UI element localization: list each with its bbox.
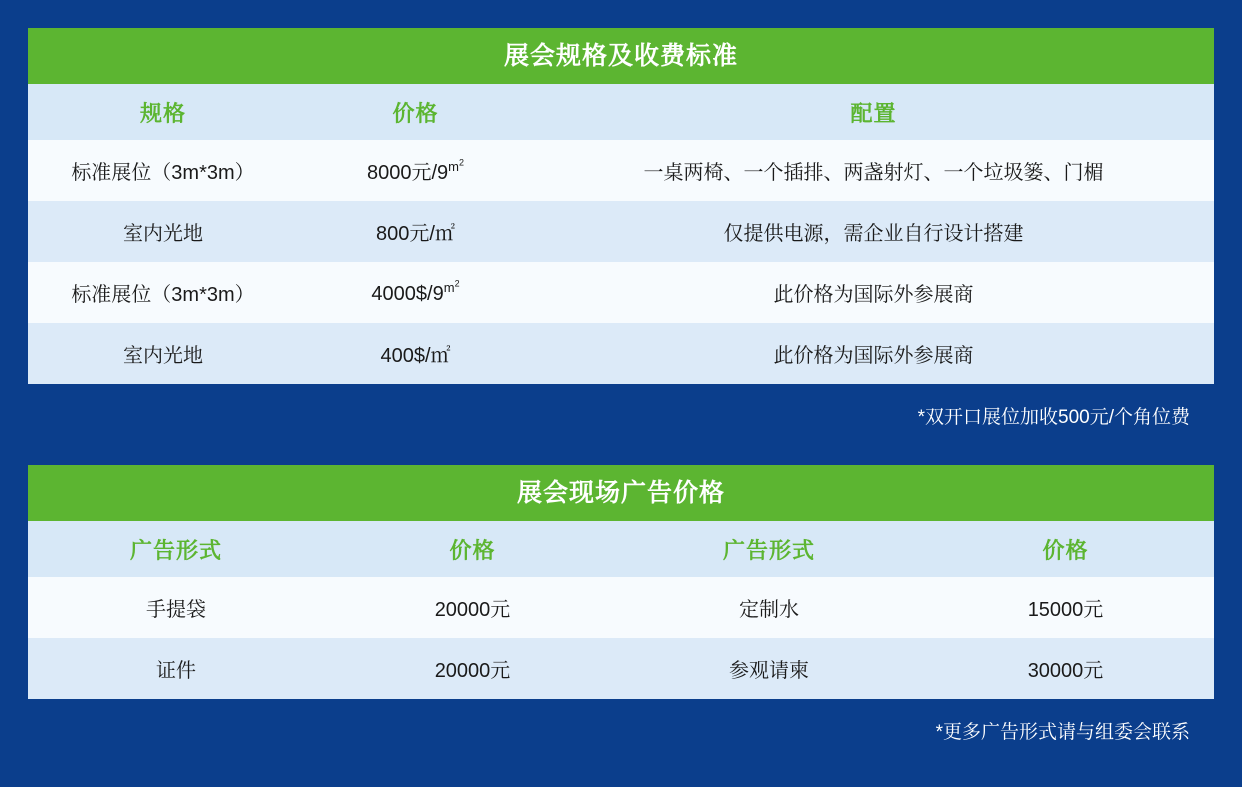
cell-price-unit: ㎡ [430,345,451,367]
cell-config: 此价格为国际外参展商 [533,323,1214,384]
cell-price-2: 30000元 [917,638,1214,699]
header-cell-price-2: 价格 [917,521,1214,577]
cell-form-2: 参观请柬 [621,638,917,699]
cell-config: 此价格为国际外参展商 [533,262,1214,323]
cell-price-1: 20000元 [324,577,621,638]
table-row [28,201,1214,262]
cell-form-1: 证件 [28,638,324,699]
cell-price-unit: ㎡ [434,223,455,245]
advertising-price-table [28,521,1214,699]
cell-price [298,262,533,323]
cell-config: 仅提供电源，需企业自行设计搭建 [533,201,1214,262]
header-cell-spec: 规格 [28,84,298,140]
exhibition-spec-note: *双开口展位加收500元/个角位费 [917,407,1190,428]
cell-price [298,201,533,262]
table-row [28,140,1214,201]
table-header-row [28,84,1214,140]
cell-price-1: 20000元 [324,638,621,699]
advertising-price-title: 展会现场广告价格 [28,465,1214,521]
cell-price-unit: m2 [448,158,465,175]
exhibition-spec-table [28,84,1214,384]
cell-form-1: 手提袋 [28,577,324,638]
table-row [28,638,1214,699]
table-row [28,262,1214,323]
advertising-price-table-block [28,465,1214,744]
cell-spec: 标准展位（3m*3m） [28,262,298,323]
section-gap [28,429,1214,465]
table-row [28,323,1214,384]
cell-price-2: 15000元 [917,577,1214,638]
table-header-row [28,521,1214,577]
header-cell-config: 配置 [533,84,1214,140]
cell-price-value: 4000$/9 [371,282,444,305]
header-cell-form-2: 广告形式 [621,521,917,577]
cell-price-value: 400$/ [380,345,431,367]
table-row [28,577,1214,638]
cell-price-value: 8000元/9 [366,162,449,184]
cell-spec: 室内光地 [28,201,298,262]
cell-price [298,323,533,384]
exhibition-spec-table-block [28,28,1214,429]
advertising-price-note: *更多广告形式请与组委会联系 [935,722,1190,743]
cell-form-2: 定制水 [621,577,917,638]
cell-price [298,140,533,201]
cell-price-unit: m2 [443,279,460,296]
cell-config: 一桌两椅、一个插排、两盏射灯、一个垃圾篓、门楣 [533,140,1214,201]
header-cell-form-1: 广告形式 [28,521,324,577]
cell-price-value: 800元/ [376,223,435,245]
header-cell-price: 价格 [298,84,533,140]
exhibition-spec-title: 展会规格及收费标准 [28,28,1214,84]
cell-spec: 标准展位（3m*3m） [28,140,298,201]
header-cell-price-1: 价格 [324,521,621,577]
cell-spec: 室内光地 [28,323,298,384]
